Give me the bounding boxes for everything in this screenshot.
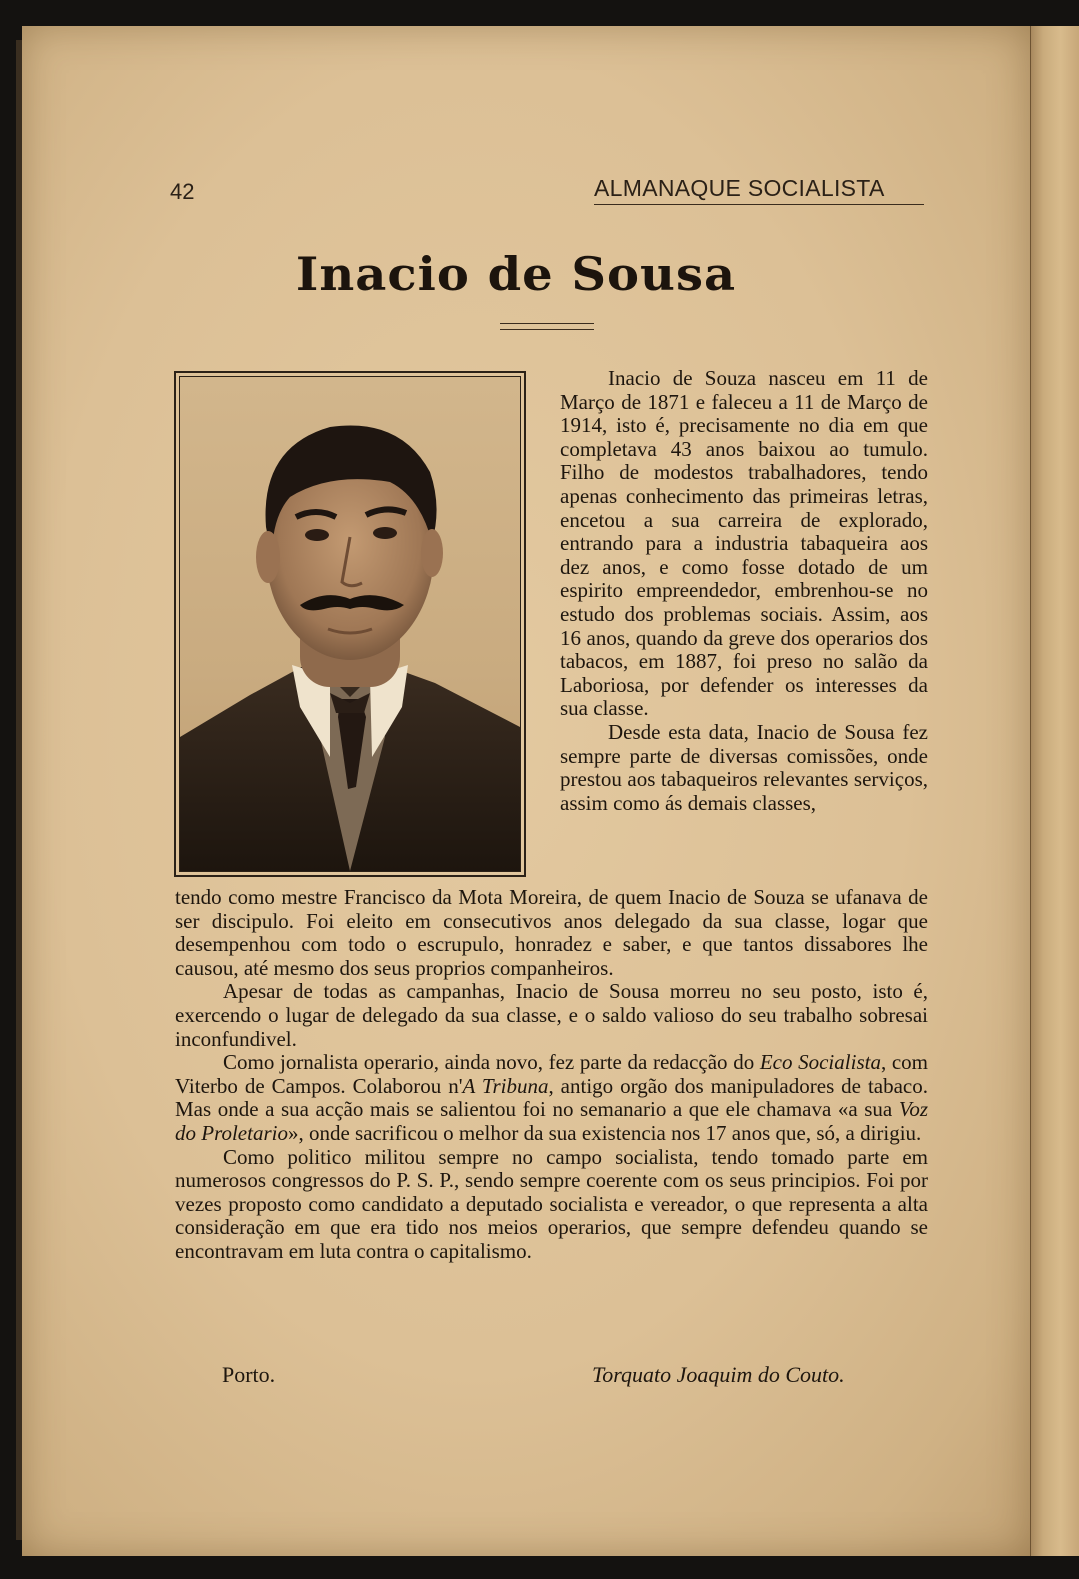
paragraph: Inacio de Souza nasceu em 11 de Março de 1871 e faleceu a 11 de Março de 1914, isto é, precisamente no dia em que completava 43 anos baixou ao tumulo. Filho de modestos trabalhadores, tendo apenas conhecimento das primeiras letras, encetou a sua carreira de explorado, entrando para a industria tabaqueira aos dez anos, e como fosse dotado de um espirito empreendedor, embrenhou-se no estudo dos problemas sociais. Assim, aos 16 anos, quando da greve dos operarios dos tabacos, em 1887, foi preso no salão da Laboriosa, por defender os interesses da sua classe. bbox=[560, 366, 928, 721]
publication-title: A Tribuna bbox=[462, 1073, 549, 1098]
article-text-right-column bbox=[560, 367, 928, 815]
paragraph-continuation: tendo como mestre Francisco da Mota Moreira, de quem Inacio de Souza se ufanava de ser discipulo. Foi eleito em consecutivos anos delegado da sua classe, logar que desempenhou com todo o escrupulo, honradez e saber, e que tantos dissabores lhe causou, até mesmo dos seus proprios companheiros. bbox=[175, 885, 928, 980]
signoff-place: Porto. bbox=[222, 1362, 276, 1387]
paragraph bbox=[175, 1051, 928, 1145]
paragraph: Desde esta data, Inacio de Sousa fez sempre parte de diversas comissões, onde prestou aos tabaqueiros relevantes serviços, assim como ás demais classes, bbox=[560, 719, 928, 815]
publication-title: Voz do Proletario bbox=[175, 1097, 928, 1145]
text-run: », onde sacrificou o melhor da sua existencia nos 17 anos que, só, a dirigiu. bbox=[287, 1120, 922, 1145]
header-rule bbox=[594, 204, 924, 205]
article-text-full-width bbox=[175, 886, 928, 1264]
title-rule bbox=[500, 323, 594, 324]
text-run: , com Viterbo de Campos. Colaborou n' bbox=[175, 1050, 928, 1098]
paragraph: Como politico militou sempre no campo socialista, tendo tomado parte em numerosos congressos do P. S. P., sendo sempre coerente com os seus principios. Foi por vezes proposto como candidato a deputado socialista e vereador, o que representa a alta consideração em que era tido nos meios operarios, que sempre defendeu quando se encontravam em luta contra o capitalismo. bbox=[175, 1144, 928, 1263]
signoff-author: Torquato Joaquim do Couto. bbox=[592, 1362, 845, 1387]
text-run: Como jornalista operario, ainda novo, fez parte da redacção do bbox=[223, 1050, 760, 1075]
text-run: , antigo orgão dos manipuladores de tabaco. Mas onde a sua acção mais se salientou foi no semanario a que ele chamava «a sua bbox=[175, 1073, 928, 1122]
portrait-illustration bbox=[180, 377, 520, 871]
adjacent-page-edge bbox=[1030, 26, 1079, 1556]
paragraph: Apesar de todas as campanhas, Inacio de Sousa morreu no seu posto, isto é, exercendo o lugar de delegado da sua classe, e o saldo valioso do seu trabalho sobresai inconfundivel. bbox=[175, 979, 928, 1051]
portrait-photo bbox=[179, 376, 521, 872]
page-number: 42 bbox=[170, 179, 195, 204]
publication-title: Eco Socialista bbox=[759, 1050, 881, 1075]
title-rule bbox=[500, 329, 594, 330]
article-title: Inacio de Sousa bbox=[295, 248, 737, 302]
running-title: ALMANAQUE SOCIALISTA bbox=[594, 175, 885, 201]
portrait-frame bbox=[174, 371, 526, 877]
